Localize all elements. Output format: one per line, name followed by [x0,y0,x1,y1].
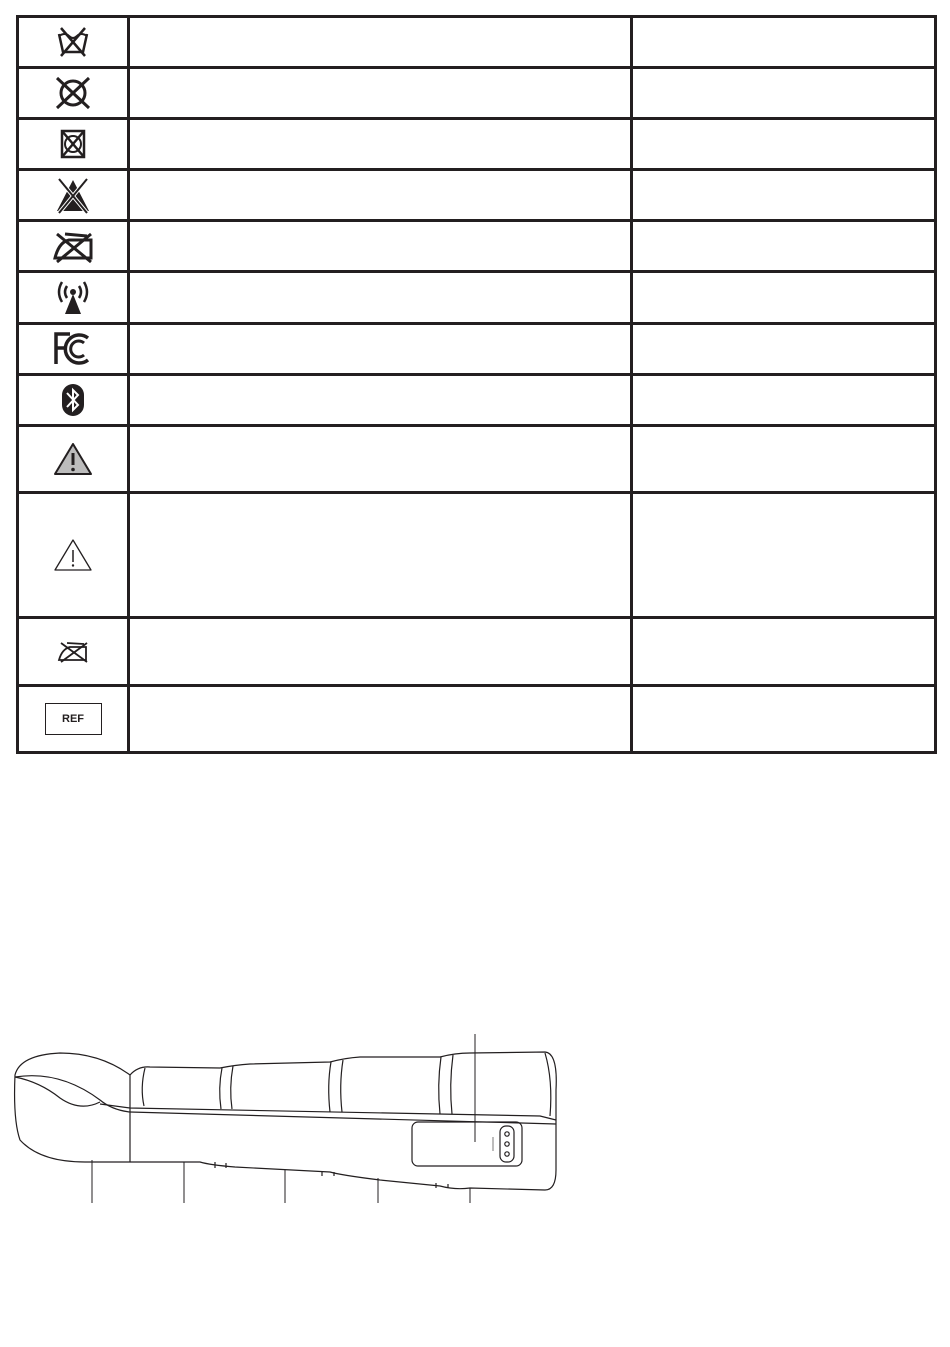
table-row [18,119,936,170]
description-cell [129,221,632,272]
table-row [18,686,936,753]
table-row [18,375,936,426]
table-row [18,426,936,493]
symbol-cell [18,426,129,493]
caution-icon [52,537,94,573]
symbol-table [16,15,937,754]
description-cell [129,324,632,375]
symbol-cell [18,272,129,324]
symbol-cell [18,221,129,272]
note-cell [632,686,936,753]
symbol-cell [18,686,129,753]
symbol-cell [18,375,129,426]
description-cell [129,170,632,221]
ref-icon: REF [45,703,102,735]
description-cell [129,272,632,324]
table-row [18,324,936,375]
note-cell [632,618,936,686]
warning-filled-icon [52,441,94,477]
description-cell [129,119,632,170]
table-row [18,170,936,221]
symbol-cell [18,170,129,221]
description-cell [129,426,632,493]
description-cell [129,493,632,618]
description-cell [129,375,632,426]
symbol-cell [18,119,129,170]
do-not-tumble-dry-icon [53,126,93,162]
note-cell [632,119,936,170]
symbol-cell [18,618,129,686]
bluetooth-icon [58,382,88,418]
fcc-icon [50,330,96,368]
table-row [18,493,936,618]
do-not-wash-icon [53,24,93,60]
do-not-iron-small-icon [56,640,90,664]
table-row [18,618,936,686]
note-cell [632,221,936,272]
table-row [18,272,936,324]
non-ionizing-radiation-icon [51,278,95,318]
note-cell [632,170,936,221]
note-cell [632,375,936,426]
control-panel [412,1122,522,1166]
do-not-dry-clean-icon [53,75,93,111]
table-row [18,17,936,68]
table-row [18,221,936,272]
note-cell [632,426,936,493]
note-cell [632,68,936,119]
description-cell [129,68,632,119]
note-cell [632,493,936,618]
description-cell [129,686,632,753]
symbol-cell [18,68,129,119]
symbol-cell [18,493,129,618]
description-cell [129,618,632,686]
leg-compression-sleeve-diagram [0,1020,600,1210]
note-cell [632,324,936,375]
symbol-cell [18,324,129,375]
description-cell [129,17,632,68]
do-not-iron-icon [51,228,95,264]
symbol-cell [18,17,129,68]
do-not-bleach-icon [53,175,93,215]
note-cell [632,272,936,324]
table-row [18,68,936,119]
note-cell [632,17,936,68]
